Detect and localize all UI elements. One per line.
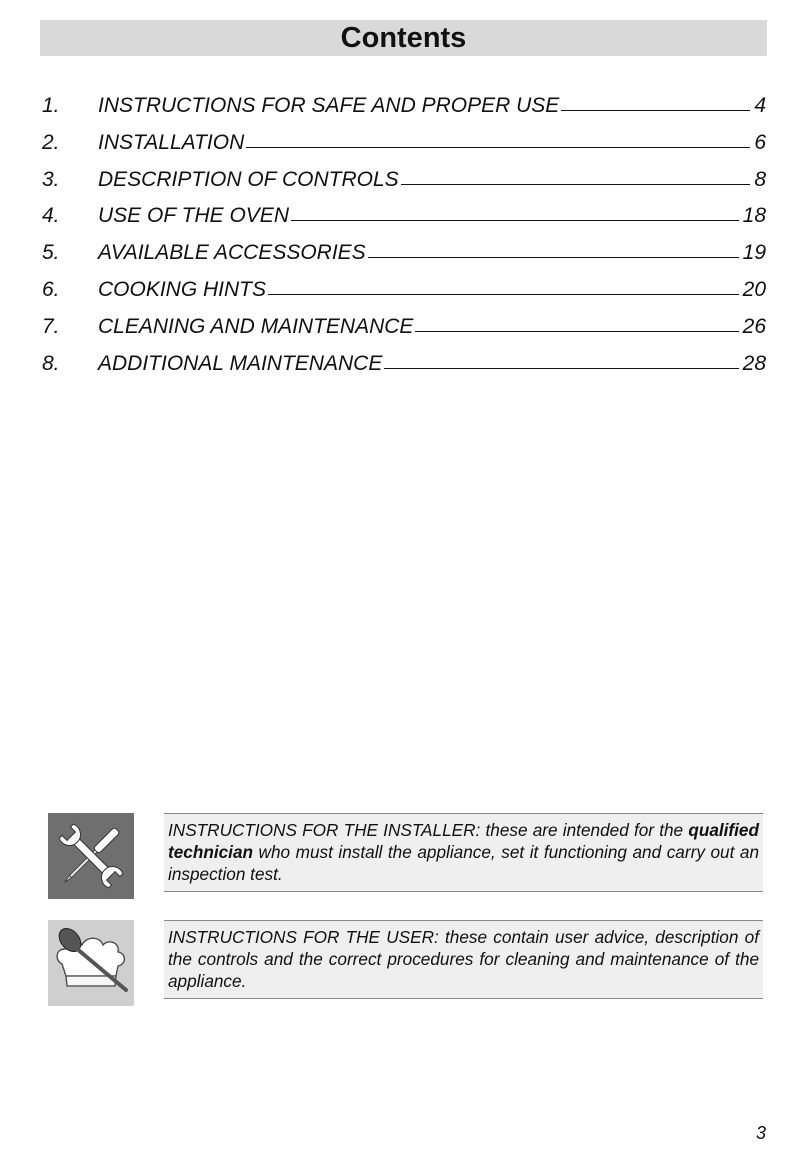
user-note-text: INSTRUCTIONS FOR THE USER: these contain user advice, description of the controls and the correct procedures for cleaning and maintenance of the appliance. [164,920,763,999]
installer-note-text: INSTRUCTIONS FOR THE INSTALLER: these are intended for the qualified technician who must install the appliance, set it functioning and carry out an inspection test. [164,813,763,892]
toc-entry[interactable] [42,352,766,389]
page-number: 3 [755,1123,766,1143]
toc-entry[interactable] [42,204,766,241]
toc-entry[interactable] [42,94,766,131]
toc-entry-page: 6 [754,130,766,154]
toc-leader-line [268,294,739,295]
toc-entry[interactable] [42,241,766,278]
toc-entry[interactable] [42,131,766,168]
toc-leader-line [384,368,738,369]
toc-entry-page: 28 [742,351,766,375]
toc-entry-number: 5. [42,241,60,265]
toc-entry-number: 8. [42,351,60,375]
toc-entry-number: 1. [42,94,60,117]
toc-entry-title: COOKING HINTS [98,277,267,301]
toc-entry-number: 7. [42,314,60,338]
toc-entry-title: USE OF THE OVEN [98,204,289,228]
toc-leader-line [246,147,750,148]
toc-entry-number: 4. [42,204,60,228]
title-bar [40,20,767,56]
toc-leader-line [415,331,738,332]
toc-leader-line [561,110,750,111]
toc-leader-line [291,220,739,221]
toc-leader-line [368,257,739,258]
toc-entry-title: CLEANING AND MAINTENANCE [98,314,414,338]
toc-entry-page: 20 [742,277,766,301]
toc-entry[interactable] [42,278,766,315]
toc-entry-title: AVAILABLE ACCESSORIES [98,241,366,265]
page-title: Contents [340,22,467,54]
toc-entry-number: 3. [42,167,60,191]
toc-entry-page: 26 [742,314,766,338]
table-of-contents [42,94,766,388]
toc-entry-number: 2. [42,130,60,154]
toc-entry-title: ADDITIONAL MAINTENANCE [98,351,383,375]
toc-entry-page: 4 [754,94,766,117]
toc-entry-page: 8 [754,167,766,191]
toc-leader-line [401,184,751,185]
chef-hat-spoon-icon [48,920,134,1006]
qualified-technician-emphasis: qualified technician [168,820,759,862]
toc-entry-title: INSTRUCTIONS FOR SAFE AND PROPER USE [98,94,560,117]
toc-entry-page: 18 [742,204,766,228]
toc-entry-number: 6. [42,277,60,301]
toc-entry[interactable] [42,168,766,205]
toc-entry[interactable] [42,315,766,352]
wrench-screwdriver-icon [48,813,134,899]
toc-entry-title: DESCRIPTION OF CONTROLS [98,167,399,191]
toc-entry-title: INSTALLATION [98,130,245,154]
toc-entry-page: 19 [742,241,766,265]
